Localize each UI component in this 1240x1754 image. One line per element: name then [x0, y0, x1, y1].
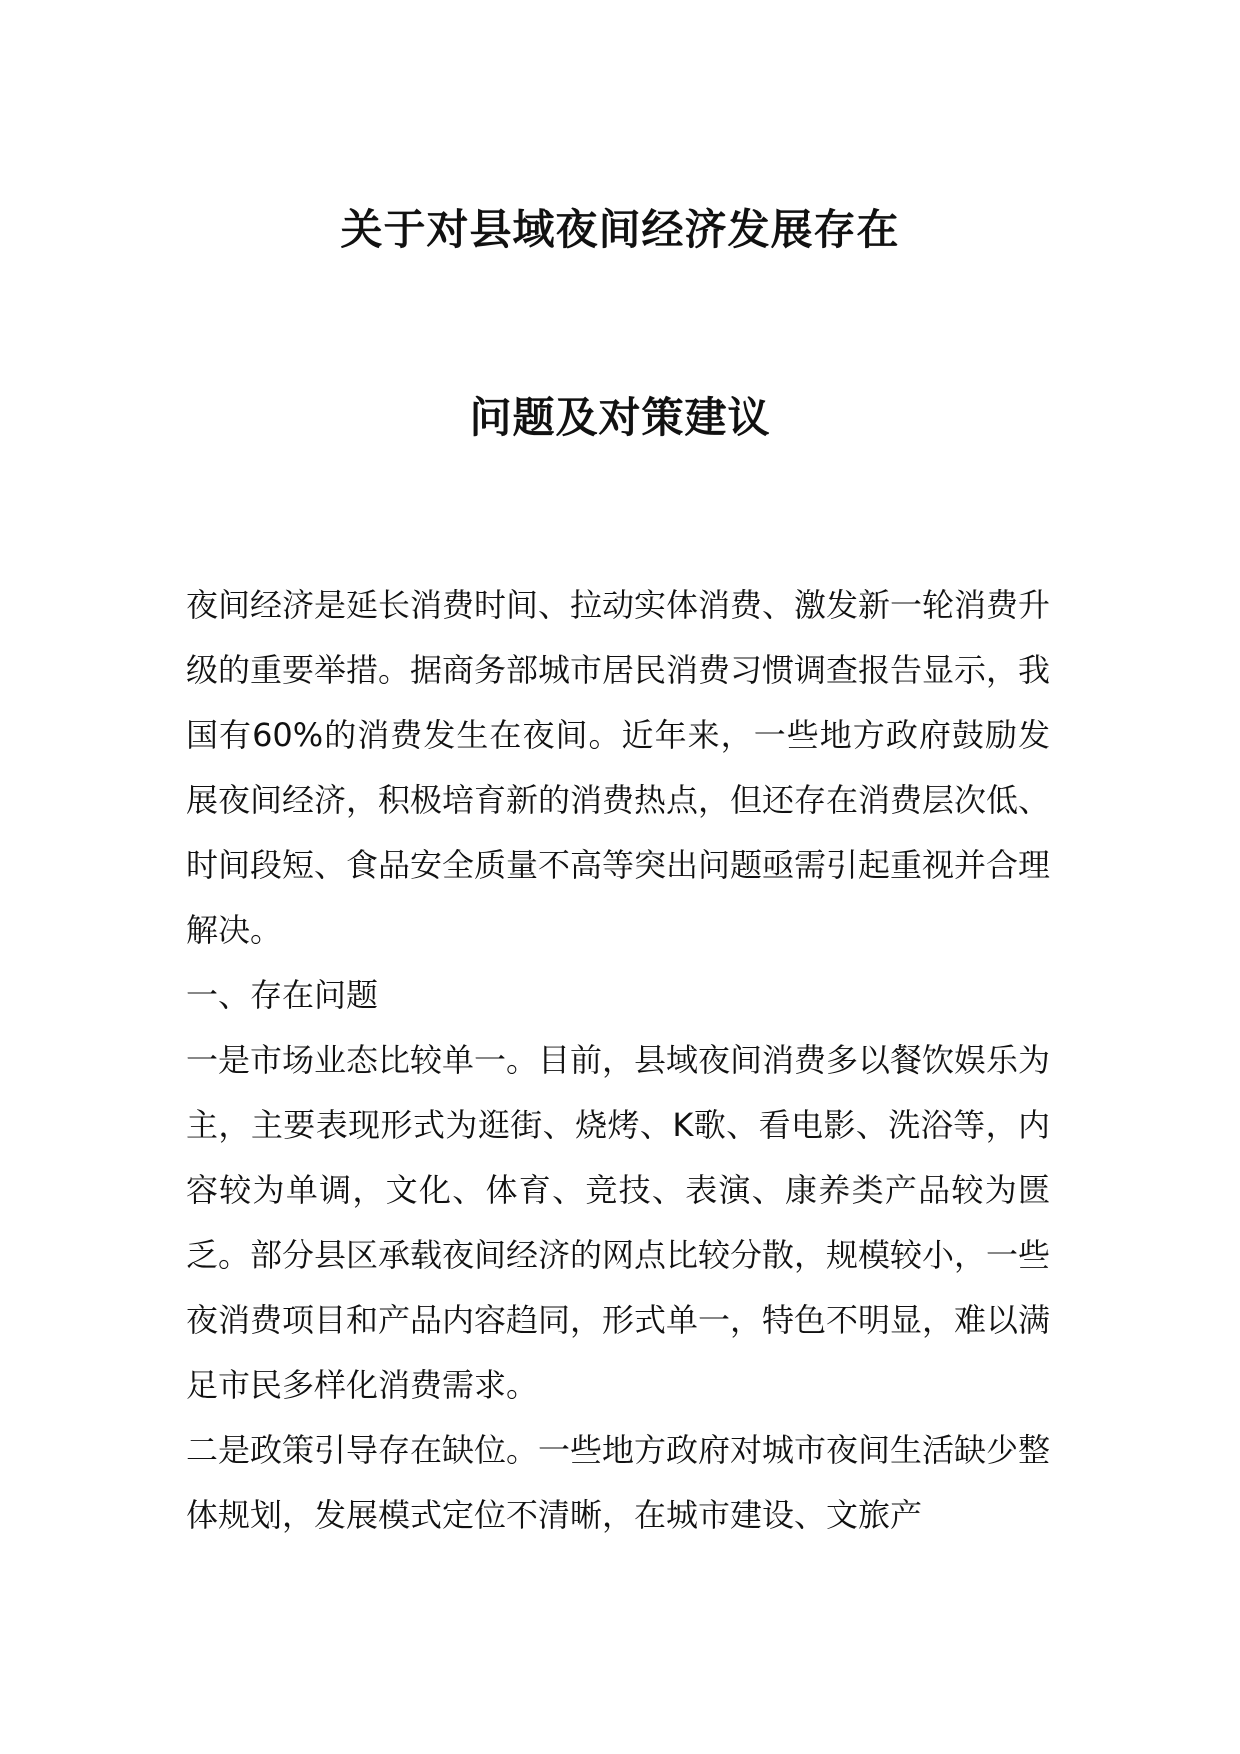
intro-paragraph: 夜间经济是延长消费时间、拉动实体消费、激发新一轮消费升级的重要举措。据商务部城市居民消费习惯调查报告显示，我国有60%的消费发生在夜间。近年来，一些地方政府鼓励发展夜间经济，积极培育新的消费热点，但还存在消费层次低、时间段短、食品安全质量不高等突出问题亟需引起重视并合理解决。 [186, 586, 1051, 949]
document-body [186, 573, 1050, 1548]
problem-paragraph-1: 一是市场业态比较单一。目前，县域夜间消费多以餐饮娱乐为主，主要表现形式为逛街、烧烤、K歌、看电影、洗浴等，内容较为单调，文化、体育、竞技、表演、康养类产品较为匮乏。部分县区承载夜间经济的网点比较分散，规模较小，一些夜消费项目和产品内容趋同，形式单一，特色不明显，难以满足市民多样化消费需求。 [186, 1041, 1051, 1404]
document-title-line-2: 问题及对策建议 [469, 393, 771, 442]
document-title-line-1: 关于对县域夜间经济发展存在 [340, 205, 900, 254]
problem-paragraph-2: 二是政策引导存在缺位。一些地方政府对城市夜间生活缺少整体规划，发展模式定位不清晰，在城市建设、文旅产 [186, 1431, 1051, 1534]
section-heading-problems: 一、存在问题 [186, 976, 379, 1014]
